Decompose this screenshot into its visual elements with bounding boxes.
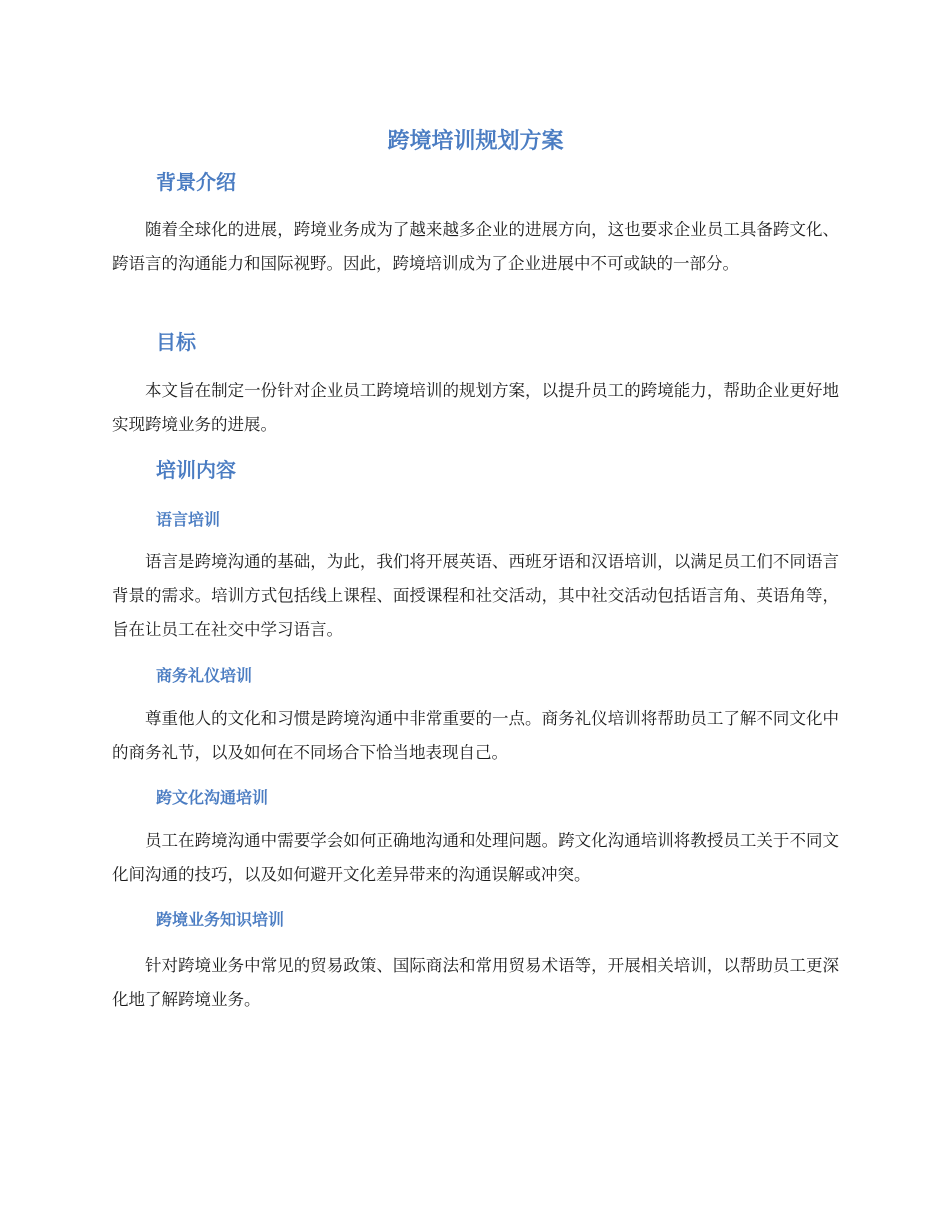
subsection-body-cross-culture: 员工在跨境沟通中需要学会如何正确地沟通和处理问题。跨文化沟通培训将教授员工关于不同文化间沟通的技巧，以及如何避开文化差异带来的沟通误解或冲突。 <box>112 831 839 884</box>
subsection-heading-language: 语言培训 <box>156 510 221 529</box>
section-heading-goal: 目标 <box>156 330 196 354</box>
subsection-body-business: 针对跨境业务中常见的贸易政策、国际商法和常用贸易术语等，开展相关培训，以帮助员工更深化地了解跨境业务。 <box>112 956 839 1009</box>
subsection-body-etiquette: 尊重他人的文化和习惯是跨境沟通中非常重要的一点。商务礼仪培训将帮助员工了解不同文化中的商务礼节，以及如何在不同场合下恰当地表现自己。 <box>112 709 839 762</box>
section-heading-background: 背景介绍 <box>156 170 236 194</box>
section-body-background: 随着全球化的进展，跨境业务成为了越来越多企业的进展方向，这也要求企业员工具备跨文化、跨语言的沟通能力和国际视野。因此，跨境培训成为了企业进展中不可或缺的一部分。 <box>112 220 839 273</box>
section-body-goal: 本文旨在制定一份针对企业员工跨境培训的规划方案，以提升员工的跨境能力，帮助企业更好地实现跨境业务的进展。 <box>112 381 839 434</box>
subsection-heading-business: 跨境业务知识培训 <box>156 910 285 929</box>
page-title: 跨境培训规划方案 <box>387 129 564 154</box>
subsection-heading-cross-culture: 跨文化沟通培训 <box>156 788 269 807</box>
section-heading-content: 培训内容 <box>156 458 236 482</box>
subsection-body-language: 语言是跨境沟通的基础，为此，我们将开展英语、西班牙语和汉语培训，以满足员工们不同语言背景的需求。培训方式包括线上课程、面授课程和社交活动，其中社交活动包括语言角、英语角等，旨在让员工在社交中学习语言。 <box>112 552 839 639</box>
subsection-heading-etiquette: 商务礼仪培训 <box>156 666 253 685</box>
